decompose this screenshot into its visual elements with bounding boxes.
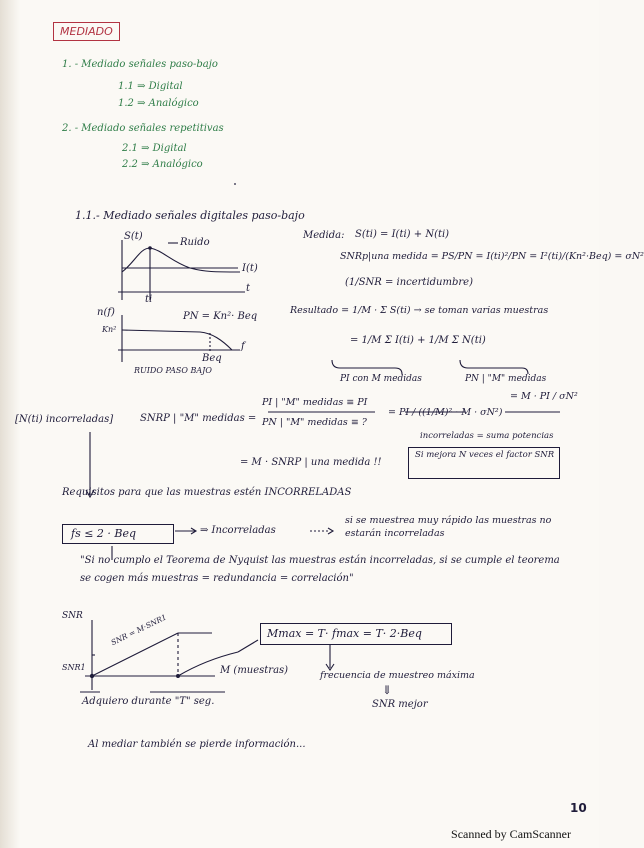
graph1-tick: ti <box>145 294 153 305</box>
sum-equation: = 1/M Σ I(ti) + 1/M Σ N(ti) <box>350 335 486 346</box>
snr-equation: SNRp|una medida = PS/PN = I(ti)²/PN = I²(ti)/(Kn²·Beq) = σN² <box>340 251 644 262</box>
graph3-xlabel: M (muestras) <box>220 665 289 676</box>
outline-item-1-2: 1.2 ⇒ Analógico <box>118 98 199 109</box>
fraction-right: = M · PI / σN² <box>510 391 578 402</box>
incorreladas-sum-note: incorreladas = suma potencias <box>420 431 554 441</box>
section-heading: 1.1.- Mediado señales digitales paso-bajo <box>75 209 305 222</box>
graph1-curve-label: Ruido <box>180 237 210 248</box>
nyquist-condition: fs ≤ 2 · Beq <box>71 527 137 540</box>
mmax-box <box>260 623 452 645</box>
improvement-note: Si mejora N veces el factor SNR <box>415 450 555 460</box>
down-arrow: ⇓ <box>382 683 393 697</box>
graph3-caption: Adquiero durante "T" seg. <box>82 696 215 707</box>
graph2-ylabel: n(f) <box>97 307 115 318</box>
nyquist-box <box>62 524 174 544</box>
graph3-y0: SNR1 <box>62 663 86 672</box>
graph3-ylabel: SNR <box>62 611 83 621</box>
outline-item-2-2: 2.2 ⇒ Analógico <box>122 159 203 170</box>
fraction-bottom: PN | "M" medidas ≡ ? <box>262 417 367 428</box>
medida-label: Medida: <box>303 230 345 241</box>
underbrace-label-2: PN | "M" medidas <box>465 374 547 384</box>
improvement-box <box>408 447 560 479</box>
nyquist-quote: "Si no cumplo el Teorema de Nyquist las muestras están incorreladas, si se cumple el teorema se cogen más muestras = redundancia = correlación" <box>80 555 560 584</box>
uncertainty-note: (1/SNR = incertidumbre) <box>345 277 473 288</box>
resultado-equation: Resultado = 1/M · Σ S(ti) → se toman varias muestras <box>290 305 549 316</box>
graph1-xlabel: t <box>246 283 251 294</box>
signal-equation: S(ti) = I(ti) + N(ti) <box>355 229 450 240</box>
graph1-ylabel: S(t) <box>124 231 143 242</box>
graph2-formula: PN = Kn²· Beq <box>183 311 258 322</box>
graph2-mark: Beq <box>202 353 222 364</box>
graph3-slope-label: SNR = M·SNR1 <box>109 612 168 648</box>
graph2-xlabel: f <box>241 341 245 352</box>
incorreladas-result: ⇒ Incorreladas <box>200 525 276 536</box>
requisitos-title: Requisitos para que las muestras estén INCORRELADAS <box>62 487 352 498</box>
page-number: 10 <box>570 801 587 815</box>
mmax-formula: Mmax = T· fmax = T· 2·Beq <box>267 627 422 640</box>
graph2-level: Kn² <box>102 325 117 334</box>
max-freq-label: frecuencia de muestreo máxima <box>320 670 475 681</box>
graph1-signal-label: I(t) <box>242 263 258 274</box>
outline-item-1: 1. - Mediado señales paso-bajo <box>62 59 218 70</box>
snr-result: = M · SNRP | una medida !! <box>240 457 382 468</box>
page-title: MEDIADO <box>53 22 120 41</box>
underbrace-label-1: PI con M medidas <box>340 374 422 384</box>
scanner-footer: Scanned by CamScanner <box>451 827 571 841</box>
snr-better: SNR mejor <box>372 699 428 710</box>
outline-item-1-1: 1.1 ⇒ Digital <box>118 81 183 92</box>
snr-m-label: SNRP | "M" medidas = <box>140 413 257 424</box>
graph2-caption: RUIDO PASO BAJO <box>134 366 212 375</box>
sampling-note: si se muestrea muy rápido las muestras no estarán incorreladas <box>345 515 552 540</box>
fraction-top: PI | "M" medidas ≡ PI <box>262 397 368 408</box>
outline-item-2: 2. - Mediado señales repetitivas <box>62 123 224 134</box>
outline-item-2-1: 2.1 ⇒ Digital <box>122 143 187 154</box>
incorreladas-note: [N(ti) incorreladas] <box>15 414 114 425</box>
closing-note: Al mediar también se pierde información... <box>88 739 306 750</box>
fraction-middle: = PI / ((1/M)² · M · σN²) <box>388 407 503 418</box>
